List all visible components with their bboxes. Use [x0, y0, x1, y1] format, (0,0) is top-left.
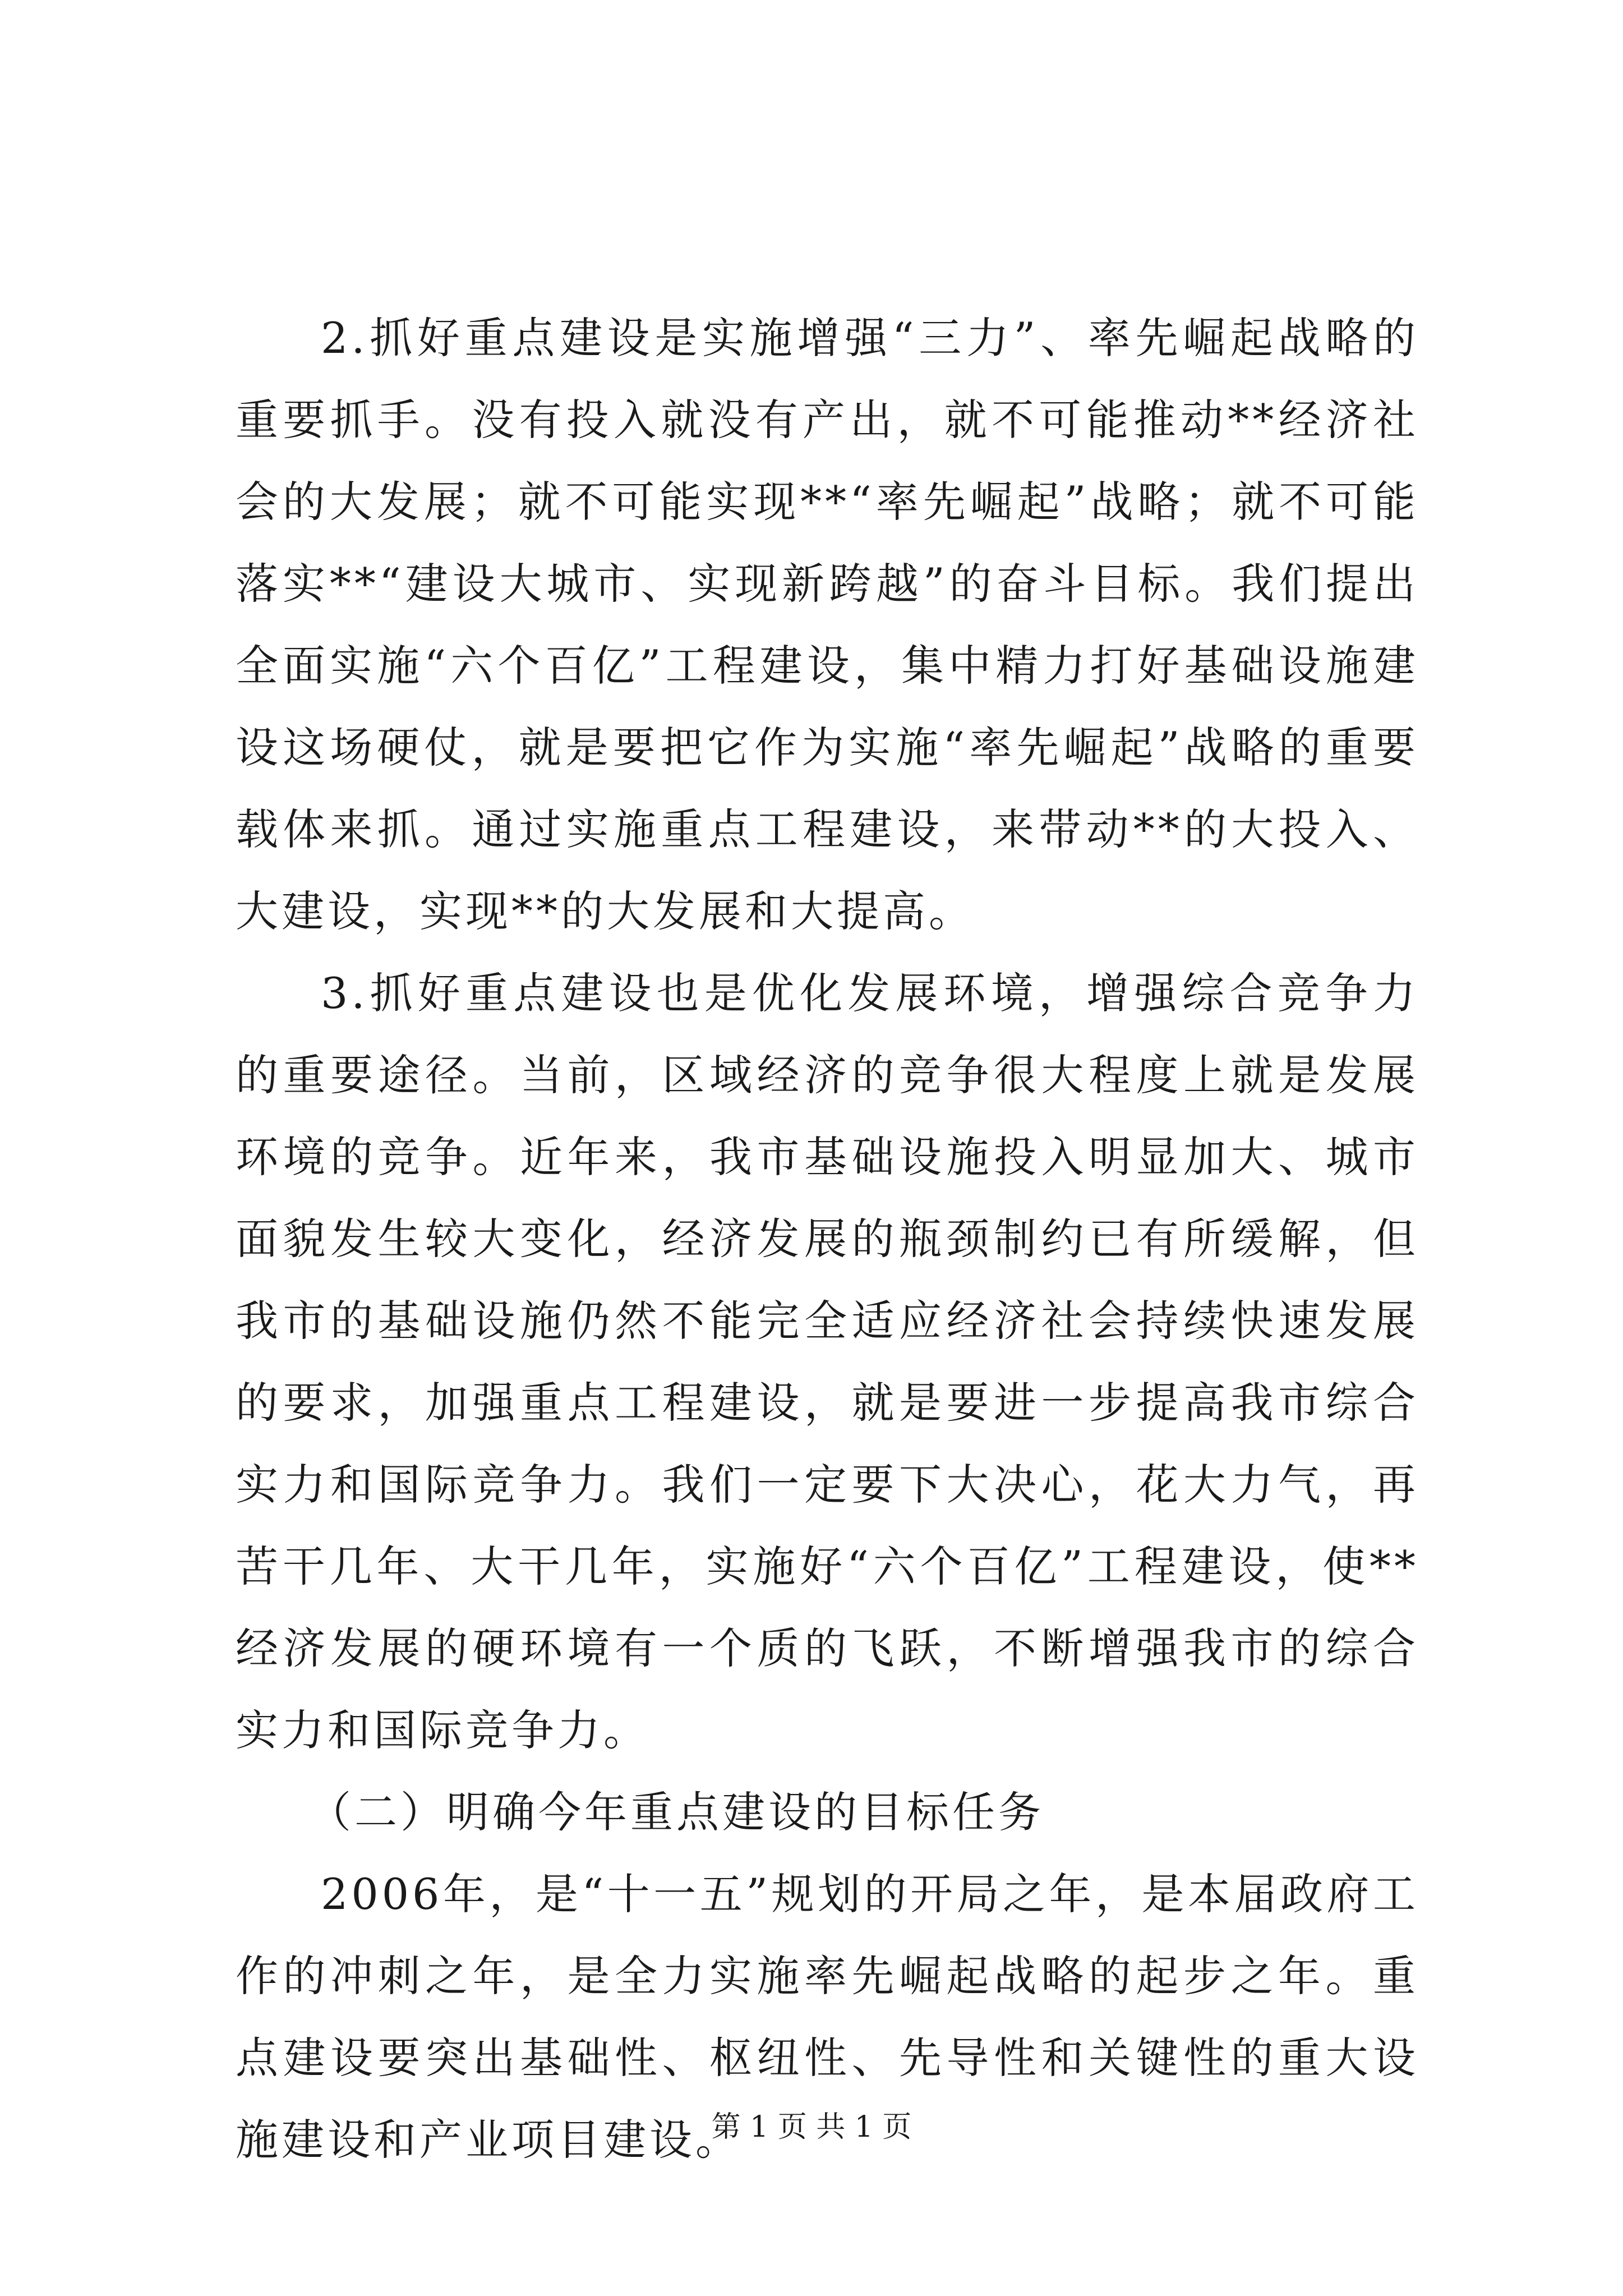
paragraph-key-construction-lever: 2.抓好重点建设是实施增强“三力”、率先崛起战略的重要抓手。没有投入就没有产出，就不可能推动**经济社会的大发展；就不可能实现**“率先崛起”战略；就不可能落实**“建设大城市、实现新跨越”的奋斗目标。我们提出全面实施“六个百亿”工程建设，集中精力打好基础设施建设这场硬仗，就是要把它作为实施“率先崛起”战略的重要载体来抓。通过实施重点工程建设，来带动**的大投入、大建设，实现**的大发展和大提高。 [236, 313, 1419, 936]
paragraph-development-environment: 3.抓好重点建设也是优化发展环境，增强综合竞争力的重要途径。当前，区域经济的竞争很大程度上就是发展环境的竞争。近年来，我市基础设施投入明显加大、城市面貌发生较大变化，经济发展的瓶颈制约已有所缓解，但我市的基础设施仍然不能完全适应经济社会持续快速发展的要求，加强重点工程建设，就是要进一步提高我市综合实力和国际竞争力。我们一定要下大决心，花大力气，再苦干几年、大干几年，实施好“六个百亿”工程建设，使**经济发展的硬环境有一个质的飞跃，不断增强我市的综合实力和国际竞争力。 [236, 968, 1419, 1755]
document-body [236, 297, 1419, 2181]
section-heading: （二）明确今年重点建设的目标任务 [308, 1787, 1044, 1837]
page-footer: 第 1 页 共 1 页 [711, 2110, 912, 2144]
paragraph-2006-targets: 2006年，是“十一五”规划的开局之年，是本届政府工作的冲刺之年，是全力实施率先崛起战略的起步之年。重点建设要突出基础性、枢纽性、先导性和关键性的重大设施建设和产业项目建设。 [236, 1869, 1419, 2165]
